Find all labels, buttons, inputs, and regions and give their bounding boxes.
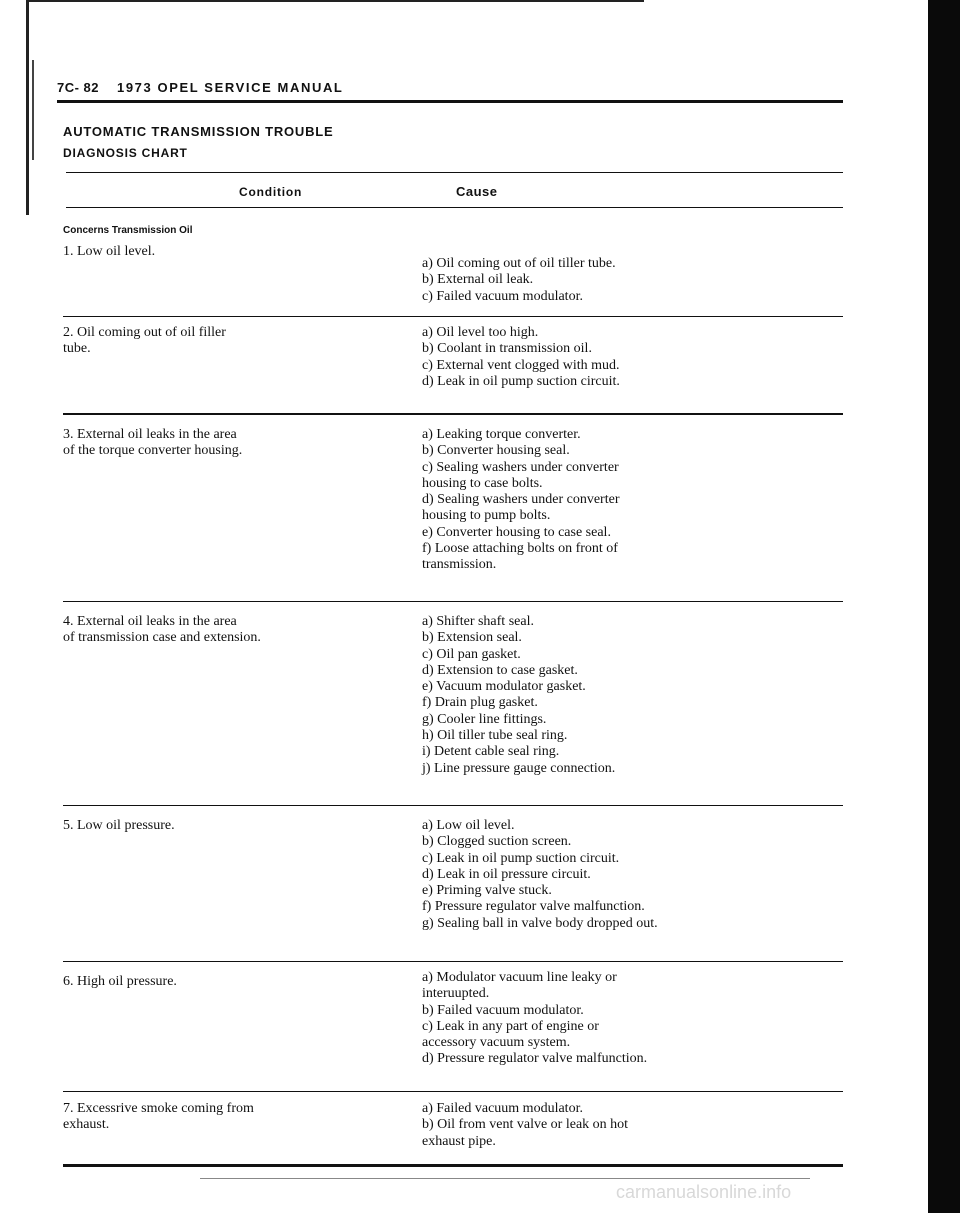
cause-item: b) Converter housing seal. [422, 443, 570, 459]
cause-item: c) Leak in oil pump suction circuit. [422, 850, 620, 866]
cause-item: a) Modulator vacuum line leaky or [422, 970, 617, 985]
condition-line: 2. Oil coming out of oil filler [63, 325, 226, 340]
cause-item: a) Leaking torque converter. [422, 427, 581, 442]
cause-item: b) External oil leak. [422, 272, 534, 288]
chart-title-line1: AUTOMATIC TRANSMISSION TROUBLE [63, 124, 334, 139]
cause-item: h) Oil tiller tube seal ring. [422, 728, 568, 744]
cause-item: j) Line pressure gauge connection. [422, 760, 616, 776]
cause-item: c) Failed vacuum modulator. [422, 288, 583, 304]
cause-item: a) Oil coming out of oil tiller tube. [422, 256, 616, 271]
scan-edge-left [26, 0, 29, 215]
watermark: carmanualsonline.info [616, 1182, 792, 1202]
row-5-condition [63, 818, 363, 834]
cause-item: a) Failed vacuum modulator. [422, 1101, 583, 1116]
condition-line: of the torque converter housing. [63, 443, 243, 458]
row-4-condition [63, 614, 363, 646]
cause-item: e) Converter housing to case seal. [422, 524, 611, 540]
cause-item: d) Extension to case gasket. [422, 662, 578, 678]
condition-line: exhaust. [63, 1117, 110, 1132]
cause-item: d) Sealing washers under converter [422, 492, 620, 508]
cause-item: accessory vacuum system. [422, 1035, 571, 1051]
cause-item: i) Detent cable seal ring. [422, 744, 560, 760]
footer-rule [63, 1164, 843, 1167]
cause-item: a) Low oil level. [422, 818, 515, 833]
cause-item: a) Oil level too high. [422, 325, 539, 340]
cause-item: d) Leak in oil pressure circuit. [422, 866, 591, 882]
condition-line: 3. External oil leaks in the area [63, 427, 237, 442]
condition-line: 4. External oil leaks in the area [63, 614, 237, 629]
cause-item: g) Sealing ball in valve body dropped out. [422, 915, 658, 931]
cause-item: c) Leak in any part of engine or [422, 1018, 599, 1034]
cause-item: exhaust pipe. [422, 1133, 496, 1149]
cause-item: g) Cooler line fittings. [422, 711, 547, 727]
row-6-condition [63, 974, 363, 990]
cause-item: b) Extension seal. [422, 630, 522, 646]
column-header-condition: Condition [239, 185, 303, 199]
row-separator [63, 316, 843, 317]
cause-item: housing to case bolts. [422, 475, 543, 491]
row-2-condition [63, 325, 363, 357]
scan-edge-top [26, 0, 644, 2]
footer-rule-thin [200, 1178, 810, 1179]
cause-item: b) Clogged suction screen. [422, 834, 572, 850]
row-separator [63, 805, 843, 806]
condition-line: tube. [63, 341, 91, 356]
row-3-condition [63, 427, 363, 459]
row-1-causes [422, 256, 782, 305]
cause-item: c) Sealing washers under converter [422, 459, 619, 475]
cause-item: f) Loose attaching bolts on front of [422, 541, 618, 557]
page-header [57, 78, 843, 103]
cause-item: e) Vacuum modulator gasket. [422, 679, 586, 695]
cause-item: interuupted. [422, 986, 490, 1002]
row-6-causes [422, 970, 782, 1068]
cause-item: f) Drain plug gasket. [422, 695, 538, 711]
cause-item: b) Oil from vent valve or leak on hot [422, 1117, 629, 1133]
section-heading: Concerns Transmission Oil [63, 225, 193, 236]
column-header-row [66, 172, 843, 208]
row-3-causes [422, 427, 782, 574]
row-separator [63, 961, 843, 962]
page-number: 7C- 82 [57, 80, 100, 95]
condition-line: of transmission case and extension. [63, 630, 261, 645]
cause-item: d) Pressure regulator valve malfunction. [422, 1051, 648, 1067]
chart-title-line2: DIAGNOSIS CHART [63, 146, 188, 160]
condition-line: 6. High oil pressure. [63, 974, 177, 989]
row-separator [63, 601, 843, 602]
cause-item: a) Shifter shaft seal. [422, 614, 534, 629]
cause-item: c) Oil pan gasket. [422, 646, 521, 662]
row-5-causes [422, 818, 782, 932]
cause-item: housing to pump bolts. [422, 508, 551, 524]
cause-item: d) Leak in oil pump suction circuit. [422, 373, 620, 389]
row-2-causes [422, 325, 782, 390]
manual-title: 1973 OPEL SERVICE MANUAL [117, 80, 344, 95]
column-header-cause: Cause [456, 184, 498, 199]
cause-item: f) Pressure regulator valve malfunction. [422, 899, 645, 915]
cause-item: c) External vent clogged with mud. [422, 357, 620, 373]
cause-item: transmission. [422, 557, 497, 573]
row-7-condition [63, 1101, 363, 1133]
condition-line: 1. Low oil level. [63, 244, 156, 259]
row-4-causes [422, 614, 782, 777]
condition-line: 5. Low oil pressure. [63, 818, 175, 833]
row-separator [63, 413, 843, 415]
row-1-condition [63, 244, 363, 260]
row-7-causes [422, 1101, 782, 1150]
cause-item: e) Priming valve stuck. [422, 883, 552, 899]
scan-edge-right [928, 0, 960, 1213]
condition-line: 7. Excessrive smoke coming from [63, 1101, 254, 1116]
row-separator [63, 1091, 843, 1092]
scan-edge-left-inner [32, 60, 34, 160]
cause-item: b) Failed vacuum modulator. [422, 1002, 584, 1018]
cause-item: b) Coolant in transmission oil. [422, 341, 592, 357]
